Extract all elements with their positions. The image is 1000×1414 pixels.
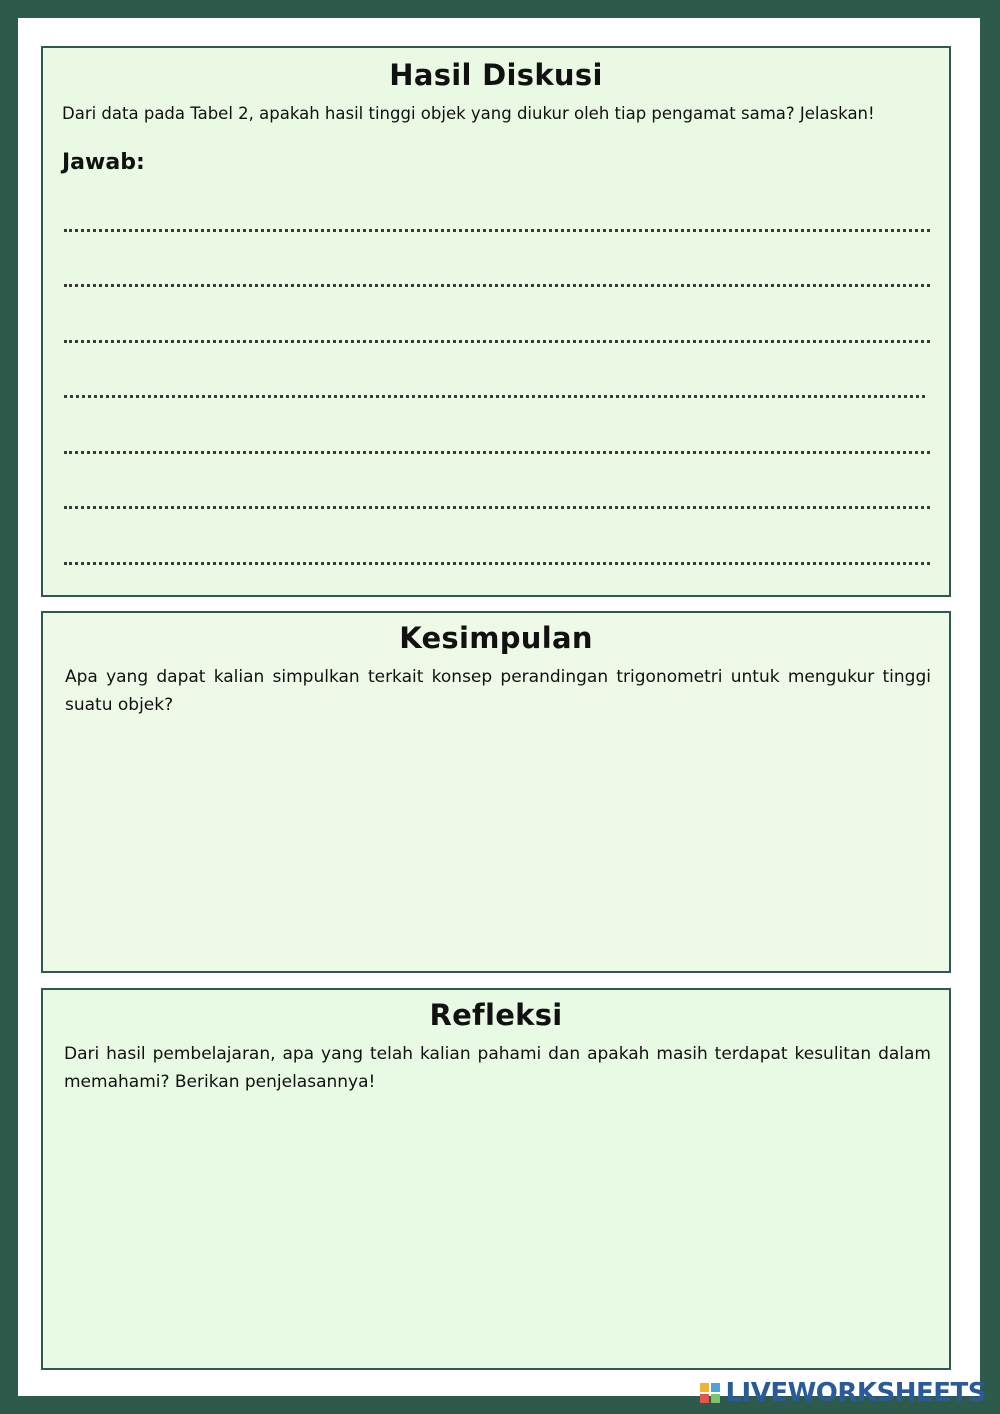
- kesimpulan-title: Kesimpulan: [399, 621, 593, 655]
- refleksi-title: Refleksi: [429, 998, 563, 1032]
- logo-square-3: [700, 1394, 709, 1403]
- logo-square-1: [700, 1383, 709, 1392]
- kesimpulan-answer-area[interactable]: [63, 723, 931, 957]
- refleksi-section: [41, 988, 951, 1370]
- answer-line-3[interactable]: [64, 340, 930, 343]
- logo-square-4: [711, 1394, 720, 1403]
- answer-line-5[interactable]: [64, 451, 930, 454]
- answer-line-7[interactable]: [64, 562, 930, 565]
- answer-label: Jawab:: [62, 150, 145, 175]
- logo-square-2: [711, 1383, 720, 1392]
- answer-line-1[interactable]: [64, 229, 930, 232]
- answer-line-4[interactable]: [64, 395, 925, 398]
- liveworksheets-logo-icon: [700, 1383, 720, 1403]
- answer-line-6[interactable]: [64, 506, 930, 509]
- kesimpulan-section: [41, 611, 951, 973]
- refleksi-answer-area[interactable]: [63, 1110, 931, 1354]
- hasil-diskusi-title: Hasil Diskusi: [389, 58, 603, 92]
- hasil-diskusi-section: [41, 46, 951, 597]
- refleksi-question: Dari hasil pembelajaran, apa yang telah kalian pahami dan apakah masih terdapat kesulitan dalam memahami? Berikan penjelasannya!: [64, 1044, 931, 1092]
- answer-line-2[interactable]: [64, 284, 930, 287]
- kesimpulan-question: Apa yang dapat kalian simpulkan terkait konsep perandingan trigonometri untuk mengukur tinggi suatu objek?: [65, 667, 931, 715]
- hasil-diskusi-question: Dari data pada Tabel 2, apakah hasil tinggi objek yang diukur oleh tiap pengamat sama? Jelaskan!: [62, 104, 875, 123]
- liveworksheets-branding: [700, 1378, 986, 1408]
- worksheet-page: [18, 18, 980, 1396]
- liveworksheets-wordmark: LIVEWORKSHEETS: [725, 1378, 986, 1408]
